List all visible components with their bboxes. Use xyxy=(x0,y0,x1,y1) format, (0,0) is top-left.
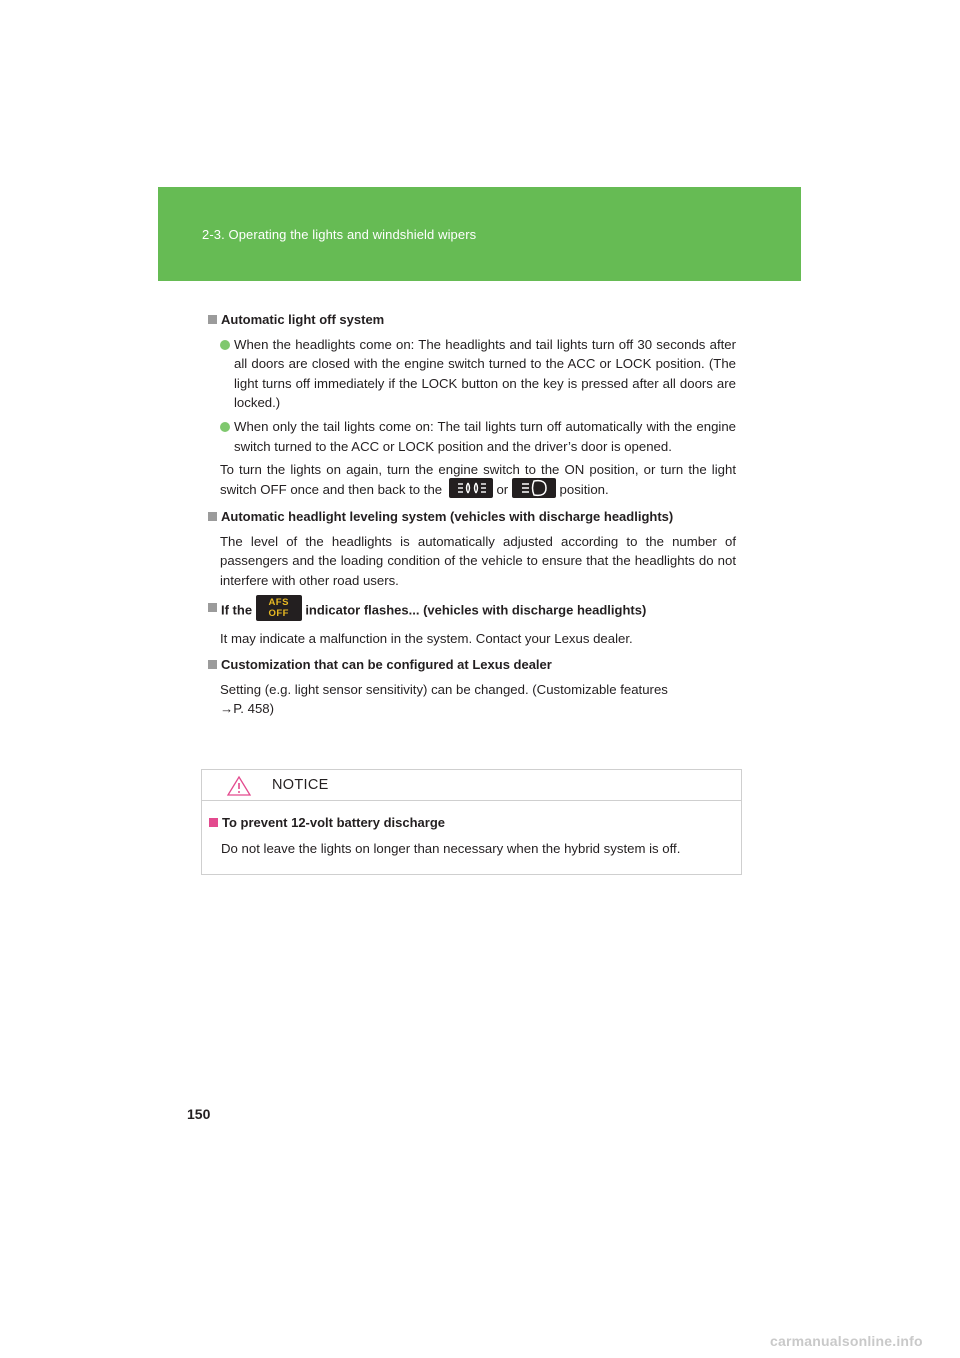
headlight-icon xyxy=(512,478,556,498)
notice-box xyxy=(201,769,742,875)
round-bullet-icon xyxy=(220,422,230,432)
page-reference-link[interactable]: →P. 458) xyxy=(220,701,275,717)
notice-header xyxy=(202,770,741,801)
para-leveling: The level of the headlights is automatically adjusted according to the number of passengers and the loading condition of the vehicle to ensure that the headlights do not interfere with other road users. xyxy=(220,533,736,589)
para-turn-on-again: To turn the lights on again, turn the engine switch to the ON position, or turn the light switch OFF once and then back to the or position. xyxy=(220,462,736,497)
main-content xyxy=(208,310,736,726)
header-band xyxy=(158,187,801,281)
tail-light-icon xyxy=(449,478,493,498)
section-title: 2-3. Operating the lights and windshield wipers xyxy=(202,227,477,242)
square-bullet-icon xyxy=(208,512,217,521)
afs-off-indicator-icon: AFS OFF xyxy=(256,595,302,621)
heading-leveling: Automatic headlight leveling system (vehicles with discharge headlights) xyxy=(208,507,736,527)
square-bullet-icon xyxy=(208,660,217,669)
heading-afs: If the AFS OFF indicator flashes... (vehicles with discharge headlights) xyxy=(208,598,736,624)
notice-label: NOTICE xyxy=(272,777,329,793)
warning-triangle-icon xyxy=(226,775,252,802)
notice-text: Do not leave the lights on longer than necessary when the hybrid system is off. xyxy=(221,840,681,856)
para-afs: It may indicate a malfunction in the system. Contact your Lexus dealer. xyxy=(220,630,633,646)
heading-auto-off: Automatic light off system xyxy=(208,310,736,330)
round-bullet-icon xyxy=(220,340,230,350)
bullet-headlights: When the headlights come on: The headlights and tail lights turn off 30 seconds after all doors are closed with the engine switch turned to the ACC or LOCK position. (The light turns off immediately if the LOCK button on the key is pressed after all doors are locked.) xyxy=(208,335,736,413)
square-bullet-icon xyxy=(208,603,217,612)
square-bullet-icon xyxy=(209,818,218,827)
para-customization: Setting (e.g. light sensor sensitivity) can be changed. (Customizable features →P. 458) xyxy=(208,680,736,719)
notice-heading: To prevent 12-volt battery discharge xyxy=(209,813,729,833)
page-number: 150 xyxy=(187,1106,211,1122)
square-bullet-icon xyxy=(208,315,217,324)
bullet-tail-lights: When only the tail lights come on: The tail lights turn off automatically with the engine switch turned to the ACC or LOCK position and the driver’s door is opened. xyxy=(208,417,736,456)
heading-customization: Customization that can be configured at Lexus dealer xyxy=(208,655,736,675)
watermark: carmanualsonline.info xyxy=(770,1333,923,1349)
notice-body xyxy=(209,813,729,858)
